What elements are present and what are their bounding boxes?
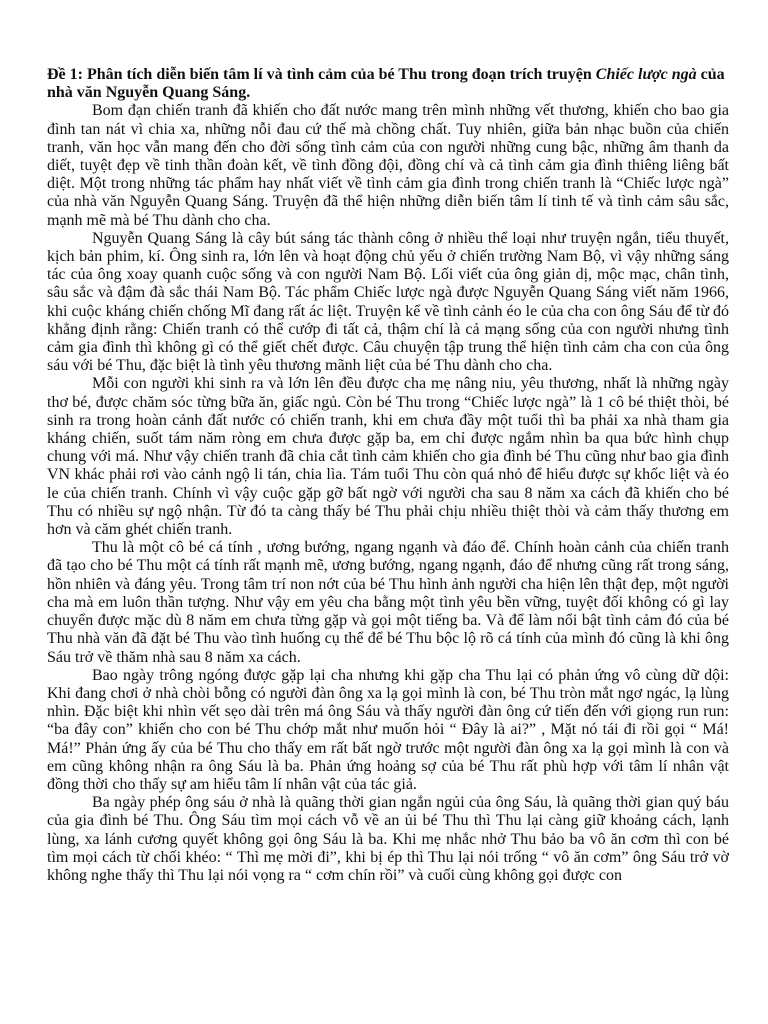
- title-tail: của nhà văn Nguyễn Quang Sáng.: [47, 66, 725, 102]
- title-lead: Đề 1: Phân tích diễn biến tâm lí và tình cảm của bé Thu trong đoạn trích truyện: [47, 66, 596, 83]
- paragraph-author: Nguyễn Quang Sáng là cây bút sáng tác thành công ở nhiều thể loại như truyện ngắn, tiểu thuyết, kịch bản phim, kí. Ông sinh ra, lớn lên và hoạt động chủ yếu ở chiến trường Nam Bộ, vì vậy những sáng tác của ông xoay quanh cuộc sống và con người Nam Bộ. Lối viết của ông giản dị, mộc mạc, chân tình, sâu sắc và đậm đà sắc thái Nam Bộ. Tác phẩm Chiếc lược ngà được Nguyễn Quang Sáng viết năm 1966, khi cuộc kháng chiến chống Mĩ đang rất ác liệt. Truyện kể về tình cảnh éo le của cha con ông Sáu để từ đó khẳng định rằng: Chiến tranh có thể cướp đi tất cả, thậm chí là cả mạng sống của con người nhưng tình cảm gia đình thì không gì có thể giết chết được. Câu chuyện tập trung thể hiện tình cảm cha con của ông sáu với bé Thu, đặc biệt là tình yêu thương mãnh liệt của bé Thu dành cho cha.: [47, 229, 729, 375]
- paragraph-three-days: Ba ngày phép ông sáu ở nhà là quãng thời gian ngắn ngủi của ông Sáu, là quãng thời gian quý báu của gia đình bé Thu. Ông Sáu tìm mọi cách vỗ về an ủi bé Thu thì Thu lại càng giữ khoảng cách, lạnh lùng, xa lánh cương quyết không gọi ông Sáu là ba. Khi mẹ nhắc nhở Thu bảo ba vô ăn cơm thì con bé tìm mọi cách từ chối khéo: “ Thì mẹ mời đi”, khi bị ép thì Thu lại nói trống “ vô ăn cơm” ông Sáu trở vờ không nghe thấy thì Thu lại nói vọng ra “ cơm chín rồi” và cuối cùng không gọi được con: [47, 794, 729, 884]
- paragraph-first-meeting: Bao ngày trông ngóng được gặp lại cha nhưng khi gặp cha Thu lại có phản ứng vô cùng dữ dội: Khi đang chơi ở nhà chòi bỗng có người đàn ông xa lạ gọi mình là con, bé Thu tròn mắt ngơ ngác, lạ lùng nhìn. Đặc biệt khi nhìn vết sẹo dài trên má ông Sáu và thấy người đàn ông cứ tiến đến với giọng run run: “ba đây con” khiến cho con bé Thu chớp mắt như muốn hỏi “ Đây là ai?” , Mặt nó tái đi rồi gọi “ Má! Má!” Phản ứng ấy của bé Thu cho thấy em rất bất ngờ trước một người đàn ông xa lạ gọi mình là con và em cũng không nhận ra ông Sáu là ba. Phản ứng hoảng sợ của bé Thu rất phù hợp với tâm lí nhân vật đồng thời cho thấy sự am hiểu tâm lí nhân vật của tác giả.: [47, 666, 729, 793]
- paragraph-childhood: Mỗi con người khi sinh ra và lớn lên đều được cha mẹ nâng niu, yêu thương, nhất là những ngày thơ bé, được chăm sóc từng bữa ăn, giấc ngủ. Còn bé Thu trong “Chiếc lược ngà” là 1 cô bé thiệt thòi, bé sinh ra trong hoàn cảnh đất nước có chiến tranh, khi em chưa đầy một tuổi thì ba phải xa nhà tham gia kháng chiến, suốt tám năm ròng em chưa được gặp ba, em chỉ được ngắm nhìn ba qua bức hình chụp chung với má. Như vậy chiến tranh đã chia cắt tình cảm khiến cho gia đình bé Thu cũng như bao gia đình VN khác phải rơi vào cảnh ngộ li tán, chia lìa. Tám tuổi Thu còn quá nhỏ để hiểu được sự khốc liệt và éo le của chiến tranh. Chính vì vậy cuộc gặp gỡ bất ngờ với người cha sau 8 năm xa cách đã khiến cho bé Thu có nhiều sự ngộ nhận. Từ đó ta càng thấy bé Thu phải chịu nhiều thiệt thòi và cảm thấy thương em hơn và căm ghét chiến tranh.: [47, 375, 729, 539]
- document-title: [47, 66, 729, 102]
- paragraph-intro: Bom đạn chiến tranh đã khiến cho đất nước mang trên mình những vết thương, khiến cho bao gia đình tan nát vì chia xa, những nỗi đau cứ thế mà chồng chất. Tuy nhiên, giữa bản nhạc buồn của chiến tranh, văn học vẫn mang đến cho đời sống tình cảm của con người những cung bậc, những âm thanh da diết, tuyệt đẹp về tinh thần đoàn kết, về tình đồng đội, đồng chí và cả tình cảm gia đình thiêng liêng bất diệt. Một trong những tác phẩm hay nhất viết về tình cảm gia đình trong chiến tranh là “Chiếc lược ngà” của nhà văn Nguyễn Quang Sáng. Truyện đã thể hiện những diễn biến tâm lí tinh tế và tình cảm sâu sắc, mạnh mẽ mà bé Thu dành cho cha.: [47, 102, 729, 229]
- document-page: [47, 66, 729, 885]
- title-work-name: Chiếc lược ngà: [595, 66, 697, 83]
- paragraph-personality: Thu là một cô bé cá tính , ương bướng, ngang ngạnh và đáo để. Chính hoàn cảnh của chiến tranh đã tạo cho bé Thu một cá tính rất mạnh mẽ, ương bướng, ngang ngạnh, đáo để nhưng cũng rất trong sáng, hồn nhiên và đáng yêu. Trong tâm trí non nớt của bé Thu hình ảnh người cha hiện lên thật đẹp, một người cha mà em luôn thần tượng. Như vậy em yêu cha bằng một tình yêu bền vững, tuyệt đối không có gì lay chuyển được mặc dù 8 năm em chưa từng gặp và gọi một tiếng ba. Và để làm nổi bật tình cảm đó của bé Thu nhà văn đã đặt bé Thu vào tình huống cụ thể để bé Thu bộc lộ rõ cá tính của mình đó cũng là khi ông Sáu trở về thăm nhà sau 8 năm xa cách.: [47, 539, 729, 666]
